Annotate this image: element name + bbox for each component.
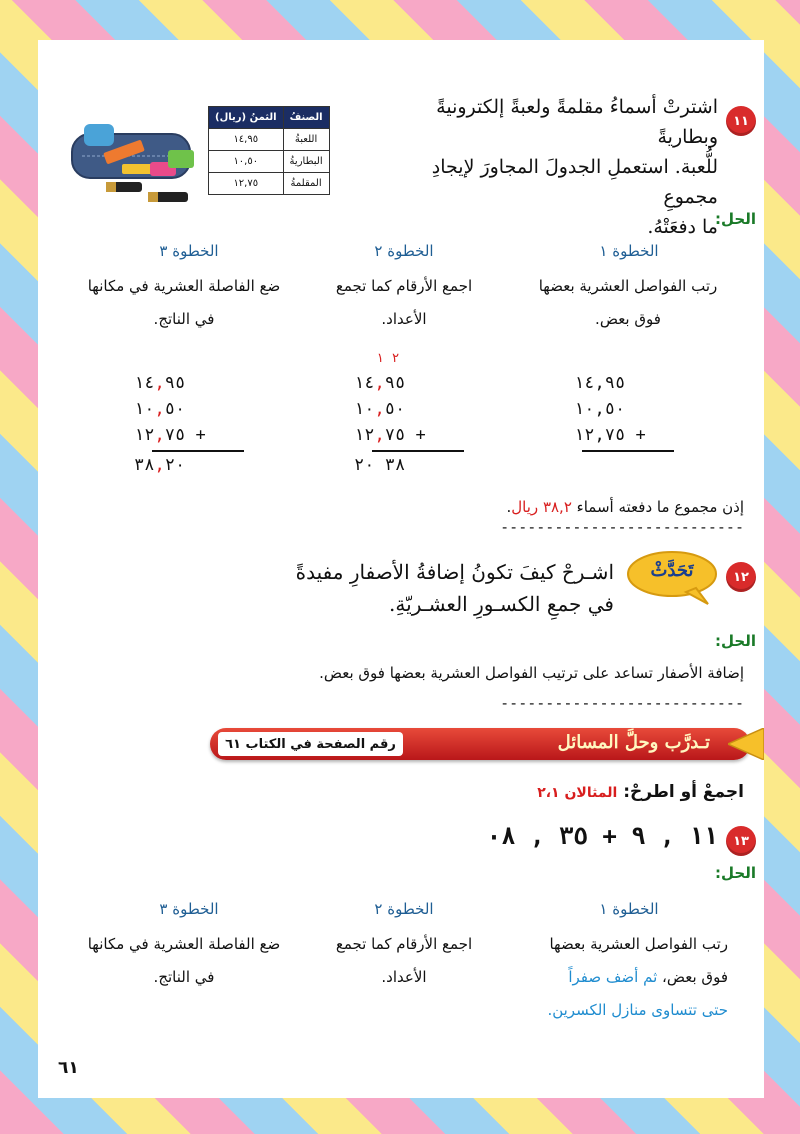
- table-cell-price: ١٠,٥٠: [209, 151, 284, 173]
- banner-title: تـدرَّب وحلَّ المسائل: [557, 732, 710, 753]
- question-11-line2: للُّعبة. استعملِ الجدولَ المجاورَ لإيجادِ مجموعِ: [431, 156, 718, 208]
- divider-dashes: ---------------------------: [500, 694, 744, 712]
- section-title: اجمعْ أو اطرحْ:: [623, 782, 744, 802]
- step-1-addition: [574, 370, 674, 452]
- step-2-desc: [294, 928, 514, 994]
- step-3-desc-line2: في الناتج.: [153, 310, 215, 328]
- step-3-addition: [134, 370, 244, 478]
- question-13-number: ١٣: [726, 826, 756, 856]
- table-cell-item: المقلمةُ: [283, 173, 329, 195]
- step-2-desc-line2: الأعداد.: [381, 968, 427, 986]
- answer-11: إذن مجموع ما دفعته أسماء ٣٨,٢ ريال.: [506, 498, 744, 516]
- step-2-desc-line1: اجمع الأرقام كما تجمع: [335, 935, 473, 953]
- answer-12: إضافة الأصفار تساعد على ترتيب الفواصل العشرية بعضها فوق بعض.: [319, 664, 744, 682]
- question-13-expression: ١١ , ٩ + ٣٥ , ٠٨: [486, 822, 718, 850]
- answer-value: ٣٨,٢ ريال: [511, 498, 572, 516]
- step-3-desc-line1: ضع الفاصلة العشرية في مكانها: [87, 935, 281, 953]
- step-2-title: الخطوة ٢: [374, 900, 434, 918]
- addend-line: ١٠,٥٠: [354, 399, 406, 419]
- page-number: ٦١: [58, 1058, 79, 1078]
- step-3-desc: [74, 928, 294, 994]
- table-header-price: الثمنُ (ريال): [209, 107, 284, 129]
- table-cell-item: البطاريةُ: [283, 151, 329, 173]
- step-1-title: الخطوة ١: [599, 242, 659, 260]
- step-1-desc: [518, 270, 738, 336]
- question-12-number: ١٢: [726, 562, 756, 592]
- addend-line: ١٤,٩٥: [134, 373, 186, 393]
- addend-line: ١٢,٧٥ +: [354, 425, 426, 445]
- step-2-addition: [354, 346, 464, 478]
- step-3-desc-line1: ضع الفاصلة العشرية في مكانها: [87, 277, 281, 295]
- step-3-desc-line2: في الناتج.: [153, 968, 215, 986]
- step-2-desc-line2: الأعداد.: [381, 310, 427, 328]
- section-heading: [537, 782, 744, 802]
- sum-line: [582, 450, 674, 452]
- question-12-line2: في جمعِ الكسـورِ العشـريّةِ.: [389, 592, 614, 616]
- question-12-line1: اشـرحْ كيفَ تكونُ إضافةُ الأصفارِ مفيدةً: [295, 560, 614, 584]
- sum-result: ٣٨ ٢٠: [354, 455, 406, 475]
- answer-prefix: إذن مجموع ما دفعته أسماء: [576, 498, 744, 516]
- carry-digits: ٢ ١: [376, 351, 400, 366]
- talk-badge-label: تَحَدَّثْ: [650, 560, 694, 581]
- pencil-case-image: [64, 106, 204, 214]
- table-cell-item: اللعبةُ: [283, 129, 329, 151]
- solution-label: الحل:: [715, 632, 756, 650]
- solution-label: الحل:: [715, 864, 756, 882]
- question-11-line1: اشترتْ أسماءُ مقلمةً ولعبةً إلكترونيةً وبطاريةً: [436, 96, 718, 148]
- table-cell-price: ١٤,٩٥: [209, 129, 284, 151]
- step-3-title: الخطوة ٣: [159, 900, 219, 918]
- divider-dashes: ---------------------------: [500, 518, 744, 536]
- step-1-desc: [508, 928, 728, 1027]
- addend-line: ١٠,٥٠: [134, 399, 186, 419]
- question-11-text: [378, 92, 718, 242]
- arrow-right-icon: [728, 728, 764, 760]
- step-1-desc-line2: فوق بعض.: [595, 310, 661, 328]
- step-3-title: الخطوة ٣: [159, 242, 219, 260]
- step-2-desc: [294, 270, 514, 336]
- worksheet-page: [38, 40, 764, 1098]
- sum-result: ٣٨,٢٠: [134, 455, 186, 475]
- addend-line: ١٢,٧٥ +: [134, 425, 206, 445]
- question-12-text: [274, 556, 614, 620]
- addend-line: ١٠,٥٠: [574, 399, 626, 419]
- question-11-line3: ما دفعَتْهُ.: [647, 216, 718, 238]
- step-1-title: الخطوة ١: [599, 900, 659, 918]
- addend-line: ١٤,٩٥: [574, 373, 626, 393]
- solution-label: الحل:: [715, 210, 756, 228]
- table-header-item: الصنفُ: [283, 107, 329, 129]
- step-2-desc-line1: اجمع الأرقام كما تجمع: [335, 277, 473, 295]
- step-2-title: الخطوة ٢: [374, 242, 434, 260]
- step-3-desc: [74, 270, 294, 336]
- speech-bubble-icon: [626, 550, 718, 606]
- step-1-desc-line1: رتب الفواصل العشرية بعضها: [549, 935, 728, 953]
- step-1-desc-line2: فوق بعض، ثم أضف صفراً: [568, 968, 728, 986]
- book-page-label: رقم الصفحة في الكتاب ٦١: [218, 732, 403, 756]
- table-row: [209, 151, 330, 173]
- table-row: [209, 173, 330, 195]
- practice-banner: [210, 728, 750, 760]
- step-1-desc-line3: حتى تتساوى منازل الكسرين.: [547, 1001, 728, 1019]
- section-examples: المثالان ٢،١: [537, 785, 618, 801]
- table-cell-price: ١٢,٧٥: [209, 173, 284, 195]
- question-11-number: ١١: [726, 106, 756, 136]
- table-row: [209, 129, 330, 151]
- addend-line: ١٢,٧٥ +: [574, 425, 646, 445]
- price-table: [208, 106, 330, 195]
- step-1-desc-line1: رتب الفواصل العشرية بعضها: [538, 277, 718, 295]
- addend-line: ١٤,٩٥: [354, 373, 406, 393]
